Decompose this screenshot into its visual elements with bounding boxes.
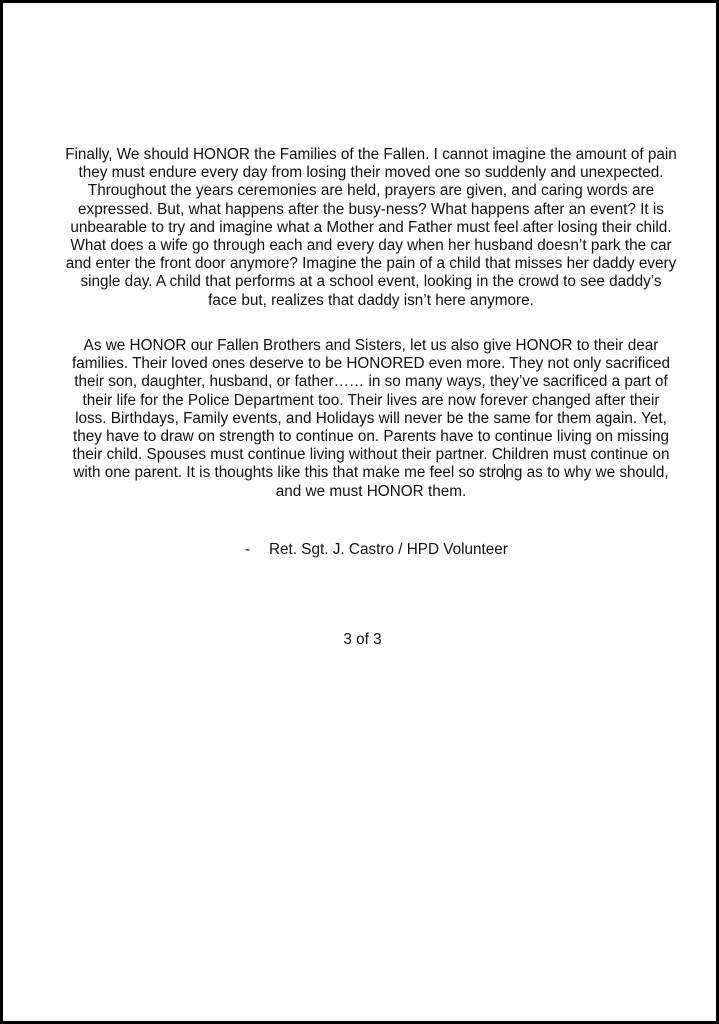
paragraph-families-of-the-fallen: Finally, We should HONOR the Families of the Fallen. I cannot imagine the amount of pain they must endure every day from losing their moved one so suddenly and unexpected. Throughout the years ceremonies are held, prayers are given, and caring words are expressed. But, what happens after the busy-ness? What happens after an event? It is unbearable to try and imagine what a Mother and Father must feel after losing their child. What does a wife go through each and every day when her husband doesn’t park the car and enter the front door anymore? Imagine the pain of a child that misses her daddy every single day. A child that performs at a school event, looking in the crowd to see daddy’s face but, realizes that daddy isn’t here anymore. <box>65 146 677 309</box>
paragraph-honor-families <box>65 337 677 501</box>
signature-text: Ret. Sgt. J. Castro / HPD Volunteer <box>269 541 508 558</box>
paragraph-text-after-caret: ng as to why we should, and we must HONOR them. <box>275 464 669 500</box>
paragraph-text-before-caret: As we HONOR our Fallen Brothers and Sisters, let us also give HONOR to their dear families. Their loved ones deserve to be HONORED even more. They not only sacrificed their son, daughter, husband, or father…… in so many ways, they’ve sacrificed a part of their life for the Police Department too. Their lives are now forever changed after their loss. Birthdays, Family events, and Holidays will never be the same for them again. Yet, they have to draw on strength to continue on. Parents have to continue living on missing their child. Spouses must continue living without their partner. Children must continue on with one parent. It is thoughts like this that make me feel so stro <box>72 337 670 482</box>
signature-dash: - <box>245 541 251 558</box>
signature-line <box>245 541 508 559</box>
page-number: 3 of 3 <box>343 631 382 648</box>
